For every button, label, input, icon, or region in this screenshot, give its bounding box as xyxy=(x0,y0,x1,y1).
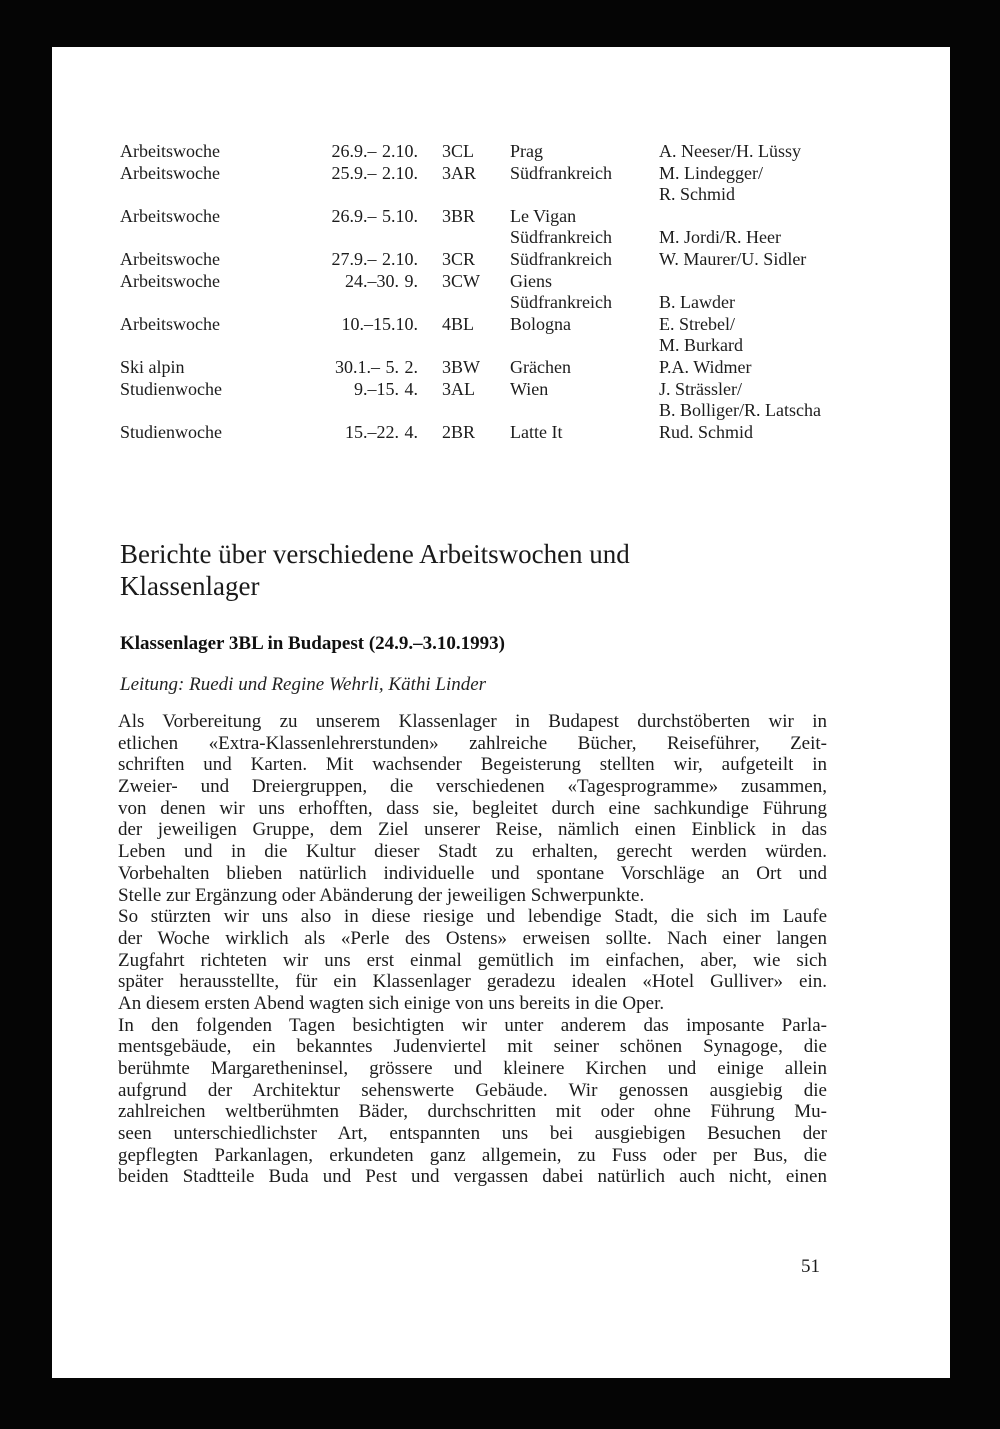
leaders: M. Lindegger/ R. Schmid xyxy=(659,162,763,205)
leaders: M. Jordi/R. Heer xyxy=(659,227,781,248)
destination: Prag xyxy=(510,141,543,161)
destination: Grächen xyxy=(510,356,571,377)
article-byline: Leitung: Ruedi und Regine Wehrli, Käthi Linder xyxy=(120,674,487,695)
class-code: 3CR xyxy=(442,248,476,269)
schedule-table xyxy=(120,141,840,443)
table-row xyxy=(120,206,840,249)
activity-type: Arbeitswoche xyxy=(120,205,220,226)
activity-dates: 26.9.– 2.10. xyxy=(331,141,418,161)
paragraph: In den folgenden Tagen besichtigten wir unter anderem das imposante Parla- mentsgebäude, ein bekanntes Judenviertel mit seiner schönen Synagoge, die berühmte Margaretheninsel, grössere und kleinere Kirchen und einige allein aufgrund der Architektur sehenswerte Gebäude. Wir genossen ausgiebig die zahlreichen weltberühmten Bäder, durchschritten mit oder ohne Führung Mu- seen unterschiedlichster Art, entspannten uns bei ausgiebigen Besuchen der gepflegten Parkanlagen, erkundeten ganz allgemein, zu Fuss oder per Bus, die beiden Stadtteile Buda und Pest und vergassen dabei natürlich auch nicht, einen xyxy=(118,1014,827,1188)
page-number: 51 xyxy=(801,1256,820,1277)
table-row xyxy=(120,141,840,163)
article-title: Klassenlager 3BL in Budapest (24.9.–3.10.1993) xyxy=(120,633,505,654)
destination: Giens Südfrankreich xyxy=(510,270,612,313)
destination: Latte It xyxy=(510,421,563,442)
table-row xyxy=(120,163,840,206)
table-row xyxy=(120,379,840,422)
destination: Wien xyxy=(510,378,549,399)
table-row xyxy=(120,271,840,314)
destination: Südfrankreich xyxy=(510,162,612,183)
table-row xyxy=(120,357,840,379)
activity-type: Arbeitswoche xyxy=(120,313,220,334)
activity-type: Arbeitswoche xyxy=(120,270,220,291)
leaders: E. Strebel/ M. Burkard xyxy=(659,313,743,356)
table-row xyxy=(120,314,840,357)
paragraph: So stürzten wir uns also in diese riesige und lebendige Stadt, die sich im Laufe der Woche wirklich als «Perle des Ostens» erweisen sollte. Nach einer langen Zugfahrt richteten wir uns erst einmal gemütlich im einfachen, aber, wie sich später herausstellte, für ein Klassenlager geradezu idealen «Hotel Gulliver» ein. An diesem ersten Abend wagten sich einige von uns bereits in die Oper. xyxy=(118,906,827,1014)
class-code: 3AL xyxy=(442,378,475,399)
activity-dates: 24.–30. 9. xyxy=(345,270,418,291)
activity-dates: 26.9.– 5.10. xyxy=(331,205,418,226)
section-heading: Berichte über verschiedene Arbeitswochen und Klassenlager xyxy=(120,539,630,601)
paragraph: Als Vorbereitung zu unserem Klassenlager in Budapest durchstöberten wir in etlichen «Extra-Klassenlehrerstunden» zahlreiche Bücher, Reiseführer, Zeit- schriften und Karten. Mit wachsender Begeisterung stellten wir, aufgeteilt in Zweier- und Dreiergruppen, die verschiedenen «Tagesprogramme» zusammen, von denen wir uns erhofften, dass sie, begleitet durch eine sachkundige Führung der jeweiligen Gruppe, dem Ziel unserer Reise, nämlich einen Einblick in das Leben und in die Kultur dieser Stadt zu erhalten, gerecht werden würden. Vorbehalten blieben natürlich individuelle und spontane Vorschläge an Ort und Stelle zur Ergänzung oder Abänderung der jeweiligen Schwerpunkte. xyxy=(118,711,827,906)
destination: Südfrankreich xyxy=(510,248,612,269)
table-row xyxy=(120,249,840,271)
activity-type: Studienwoche xyxy=(120,378,222,399)
activity-type: Ski alpin xyxy=(120,356,185,377)
leaders: W. Maurer/U. Sidler xyxy=(659,248,807,269)
activity-type: Arbeitswoche xyxy=(120,141,220,161)
leaders: A. Neeser/H. Lüssy xyxy=(659,141,801,161)
class-code: 3AR xyxy=(442,162,477,183)
leaders: J. Strässler/ B. Bolliger/R. Latscha xyxy=(659,378,821,421)
activity-type: Studienwoche xyxy=(120,421,222,442)
leaders: P.A. Widmer xyxy=(659,356,752,377)
destination: Bologna xyxy=(510,313,571,334)
article-body xyxy=(118,711,827,1188)
activity-dates: 10.–15.10. xyxy=(341,313,418,334)
leaders: B. Lawder xyxy=(659,292,735,313)
activity-dates: 25.9.– 2.10. xyxy=(331,162,418,183)
activity-dates: 9.–15. 4. xyxy=(354,378,418,399)
leaders: Rud. Schmid xyxy=(659,421,754,442)
table-row xyxy=(120,422,840,444)
class-code: 3CL xyxy=(442,141,475,161)
class-code: 3BW xyxy=(442,356,480,377)
activity-dates: 27.9.– 2.10. xyxy=(331,248,418,269)
class-code: 3BR xyxy=(442,205,476,226)
activity-dates: 15.–22. 4. xyxy=(345,421,418,442)
class-code: 3CW xyxy=(442,270,480,291)
class-code: 2BR xyxy=(442,421,476,442)
activity-type: Arbeitswoche xyxy=(120,248,220,269)
activity-type: Arbeitswoche xyxy=(120,162,220,183)
destination: Le Vigan Südfrankreich xyxy=(510,205,612,248)
class-code: 4BL xyxy=(442,313,475,334)
activity-dates: 30.1.– 5. 2. xyxy=(335,356,418,377)
